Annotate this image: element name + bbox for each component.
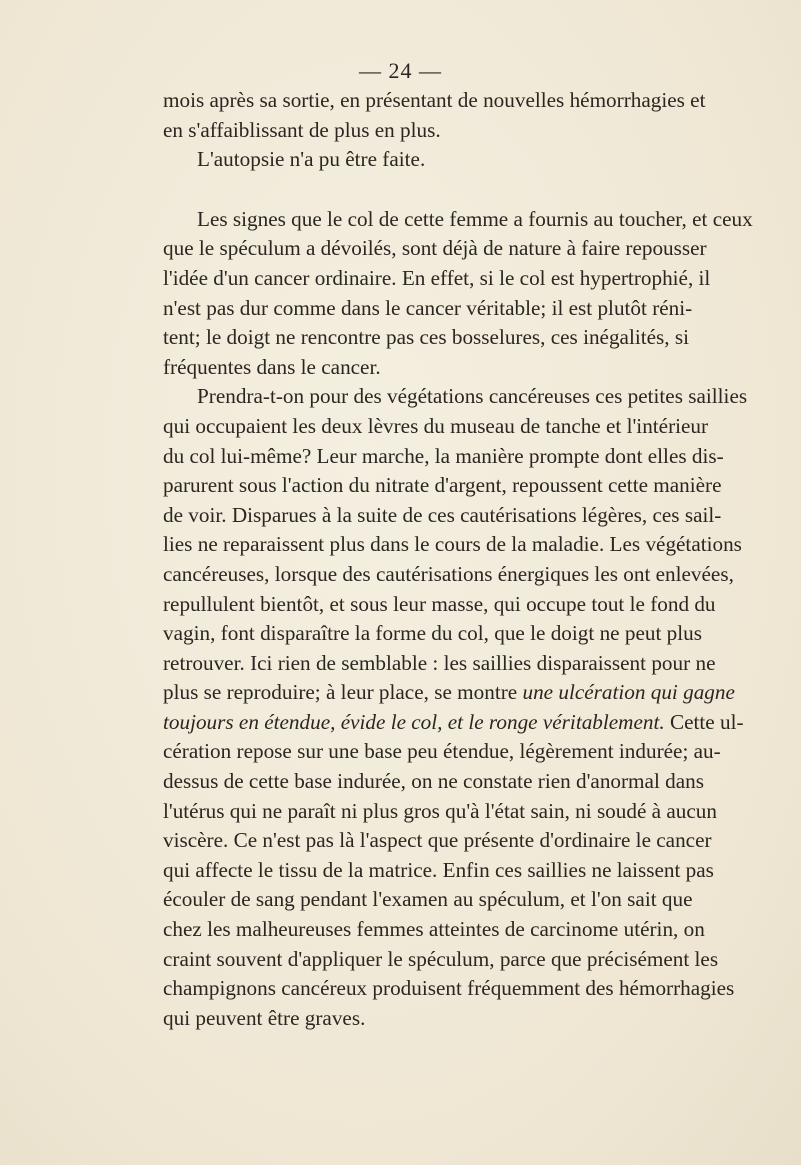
text-segment: qui affecte le tissu de la matrice. Enfin ces saillies ne laissent pas: [163, 857, 714, 882]
text-line: [163, 974, 735, 1004]
text-line: [163, 145, 673, 175]
text-line: [163, 678, 735, 708]
text-segment: viscère. Ce n'est pas là l'aspect que présente d'ordinaire le cancer: [163, 828, 712, 853]
text-line: [163, 86, 706, 116]
text-line: [163, 294, 693, 324]
text-line: [163, 649, 716, 679]
text-line: [163, 116, 673, 146]
text-line: [163, 412, 709, 442]
text-segment: Cette ul-: [664, 709, 744, 734]
text-segment: cancéreuses, lorsque des cautérisations énergiques les ont enlevées,: [163, 561, 734, 586]
text-line: [163, 234, 707, 264]
text-segment: craint souvent d'appliquer le spéculum, parce que précisément les: [163, 946, 719, 971]
text-line: [163, 264, 711, 294]
text-line: [163, 767, 704, 797]
text-segment: écouler de sang pendant l'examen au spéculum, et l'on sait que: [163, 887, 693, 912]
text-line: [163, 205, 753, 235]
paragraph: [163, 382, 748, 1033]
text-segment: qui peuvent être graves.: [163, 1005, 366, 1030]
text-segment: repullulent bientôt, et sous leur masse, qui occupe tout le fond du: [163, 591, 716, 616]
text-line: [163, 737, 721, 767]
text-line: [163, 590, 716, 620]
paragraph: [163, 86, 706, 145]
text-line: [163, 1004, 673, 1034]
text-line: [163, 885, 693, 915]
page-number: — 24 —: [359, 58, 442, 83]
text-segment: l'idée d'un cancer ordinaire. En effet, si le col est hypertrophié, il: [163, 265, 711, 290]
text-line: [163, 530, 742, 560]
text-line: [163, 945, 719, 975]
text-segment: Prendra-t-on pour des végétations cancéreuses ces petites saillies: [197, 384, 748, 409]
text-segment: dessus de cette base indurée, on ne constate rien d'anormal dans: [163, 769, 704, 794]
text-segment: mois après sa sortie, en présentant de nouvelles hémorrhagies et: [163, 88, 706, 112]
text-segment: plus se reproduire; à leur place, se montre: [163, 680, 523, 705]
text-segment: que le spéculum a dévoilés, sont déjà de nature à faire repousser: [163, 236, 707, 261]
text-segment: en s'affaiblissant de plus en plus.: [163, 117, 441, 142]
text-segment: lies ne reparaissent plus dans le cours de la maladie. Les végétations: [163, 532, 742, 557]
text-segment: du col lui-même? Leur marche, la manière prompte dont elles dis-: [163, 443, 724, 468]
text-line: [163, 501, 722, 531]
text-line: [163, 442, 724, 472]
text-line: [163, 560, 734, 590]
text-line: [163, 856, 714, 886]
text-line: [163, 382, 748, 412]
text-segment: parurent sous l'action du nitrate d'argent, repoussent cette manière: [163, 473, 722, 498]
text-line: [163, 323, 689, 353]
text-segment: retrouver. Ici rien de semblable : les saillies disparaissent pour ne: [163, 650, 716, 675]
text-segment: vagin, font disparaître la forme du col, que le doigt ne peut plus: [163, 621, 702, 646]
text-segment: de voir. Disparues à la suite de ces cautérisations légères, ces sail-: [163, 502, 722, 527]
text-segment: L'autopsie n'a pu être faite.: [197, 147, 426, 172]
italic-text: toujours en étendue, évide le col, et le ronge véritablement.: [163, 709, 665, 734]
text-line: [163, 797, 717, 827]
text-line: [163, 471, 722, 501]
text-segment: Les signes que le col de cette femme a fournis au toucher, et ceux: [197, 206, 753, 231]
paragraph: [163, 205, 753, 383]
text-segment: qui occupaient les deux lèvres du museau de tanche et l'intérieur: [163, 413, 709, 438]
paragraph: [163, 145, 673, 175]
italic-text: une ulcération qui gagne: [522, 680, 735, 705]
text-segment: cération repose sur une base peu étendue, légèrement indurée; au-: [163, 739, 721, 764]
text-segment: fréquentes dans le cancer.: [163, 354, 381, 379]
text-line: [163, 826, 712, 856]
text-segment: n'est pas dur comme dans le cancer véritable; il est plutôt réni-: [163, 295, 693, 320]
text-segment: l'utérus qui ne paraît ni plus gros qu'à l'état sain, ni soudé à aucun: [163, 798, 717, 823]
text-line: [163, 915, 705, 945]
text-segment: champignons cancéreux produisent fréquemment des hémorrhagies: [163, 976, 735, 1001]
text-segment: tent; le doigt ne rencontre pas ces bosselures, ces inégalités, si: [163, 325, 689, 350]
text-line: [163, 708, 744, 738]
text-segment: chez les malheureuses femmes atteintes de carcinome utérin, on: [163, 917, 705, 942]
body-text: [163, 86, 753, 1033]
text-line: [163, 619, 702, 649]
text-line: [163, 353, 673, 383]
